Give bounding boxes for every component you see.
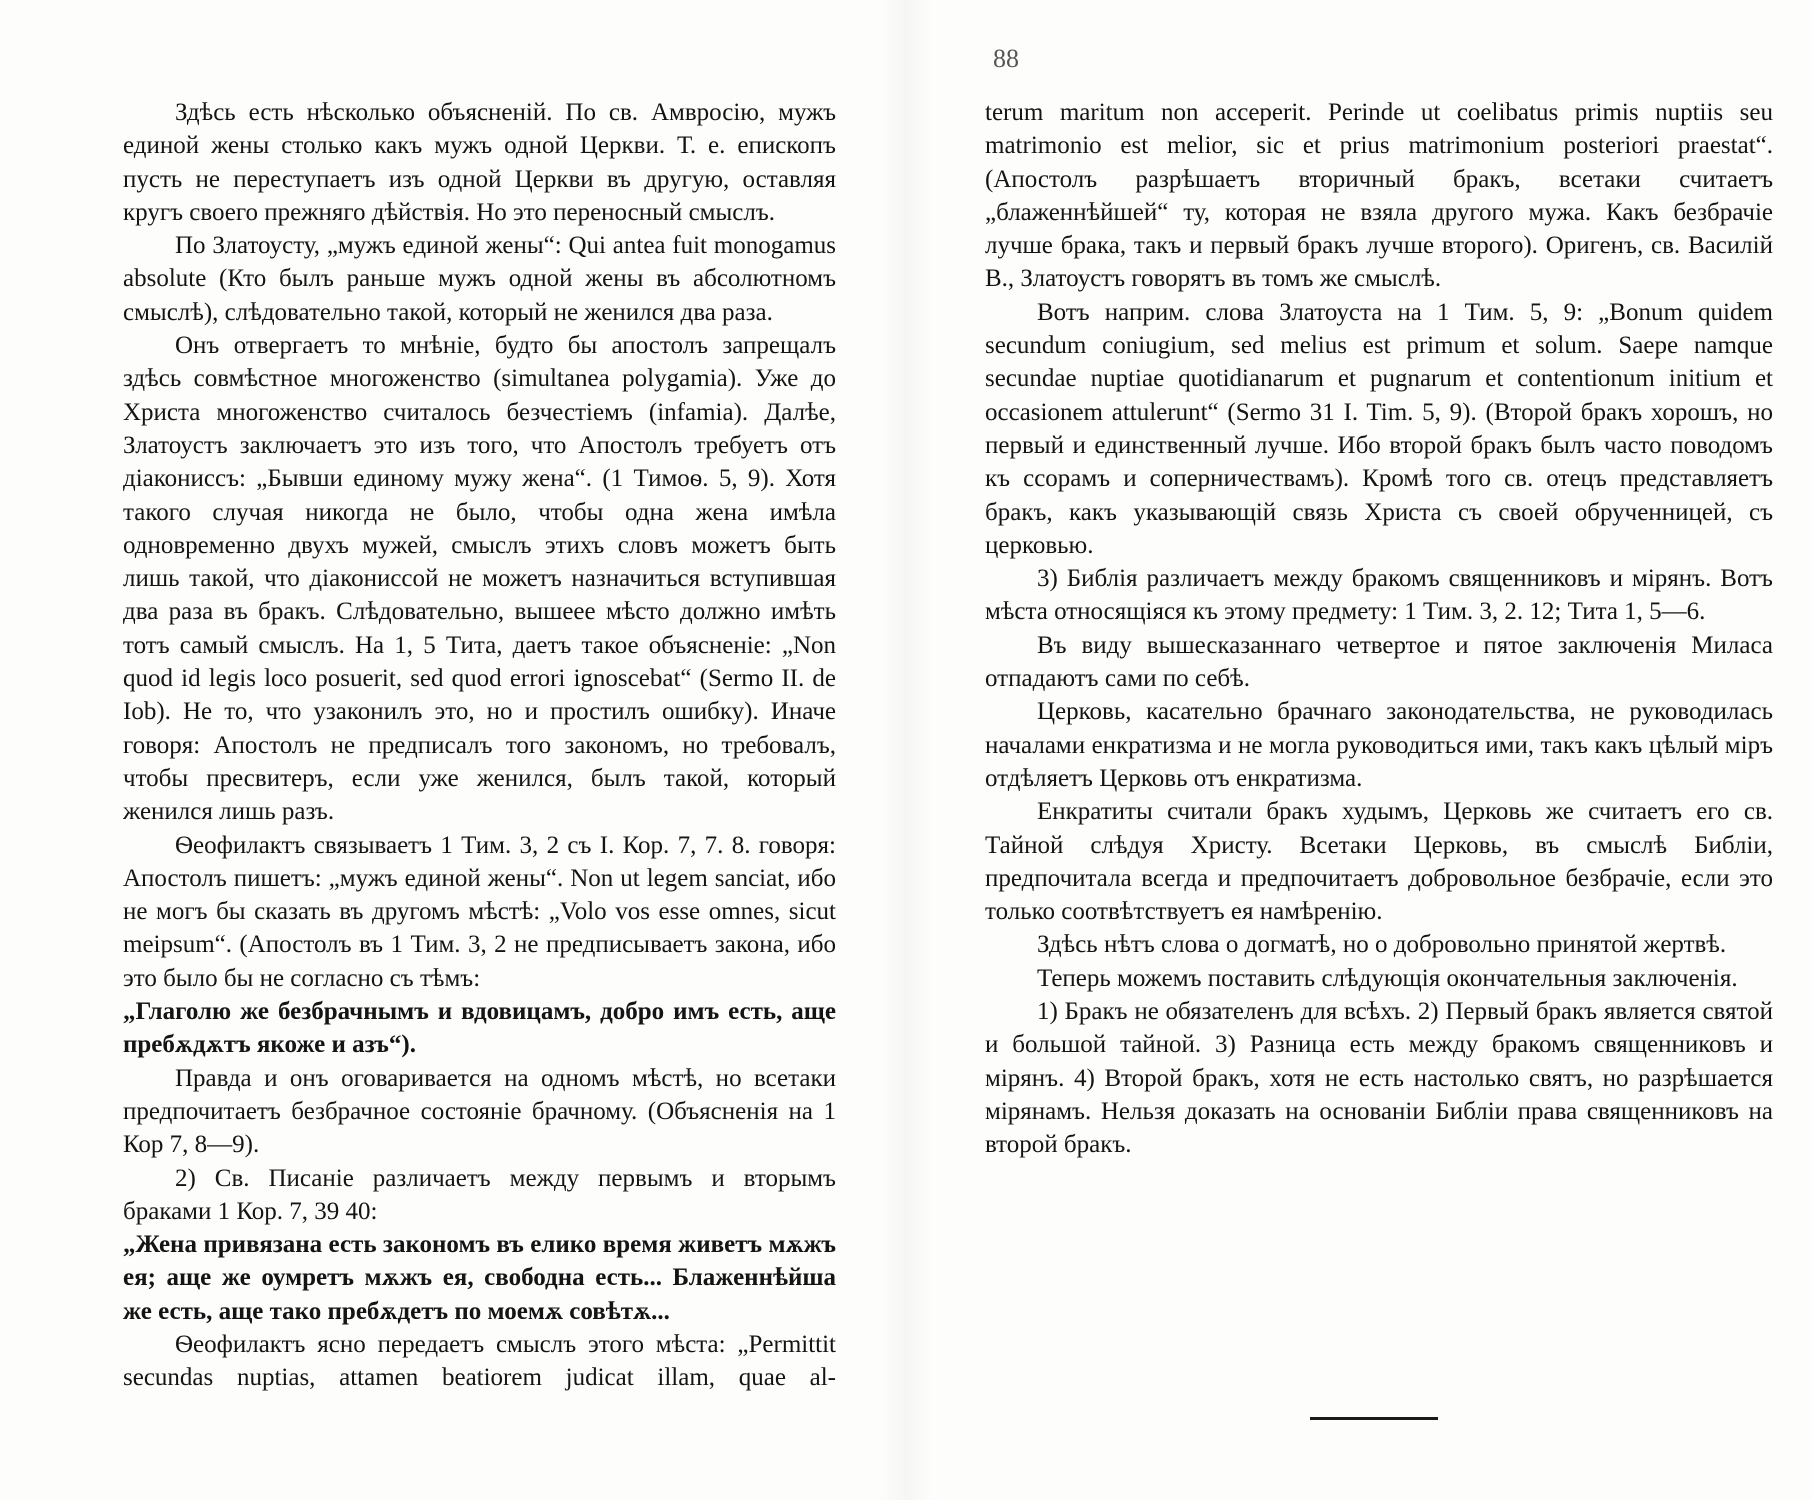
right-paragraph-9: 1) Бракъ не обязателенъ для всѣхъ. 2) Первый бракъ является святой и большой тайной. 3) Разница есть между бракомъ священниковъ и мірянъ. 4) Второй бракъ, хотя не есть настолько святъ, но разрѣшается мірянамъ. Нельзя доказать на основаніи Библіи права священниковъ на второй бракъ. bbox=[985, 998, 1773, 1159]
left-paragraph-7: Ѳеофилактъ ясно передаетъ смыслъ этого мѣста: „Permittit secundas nuptias, attamen beatiorem judicat illam, quae al- bbox=[123, 1330, 836, 1392]
left-paragraph-6: 2) Св. Писаніе различаетъ между первымъ и вторымъ браками 1 Кор. 7, 39 40: bbox=[123, 1164, 836, 1225]
right-paragraph-2: Вотъ наприм. слова Златоуста на 1 Тим. 5, 9: „Bonum quidem secundum coniugium, sed melius est primum et solum. Saepe namque secundae nuptiae quotidianarum et pugnarum et contentionum initium et occasionem attulerunt“ (Sermo 31 I. Tim. 5, 9). (Второй бракъ хорошъ, но первый и единственный лучше. Ибо второй бракъ былъ часто поводомъ къ ссорамъ и соперничествамъ). Кромѣ того св. отецъ представляетъ бракъ, какъ указывающій связь Христа съ своей обрученницей, съ церковью. bbox=[985, 298, 1773, 559]
left-church-slavonic-quote-2: „Жена привязана есть закономъ въ елико время живетъ мѫжъ ея; аще же оумретъ мѫжъ ея, свободна есть... Блаженнѣйша же есть, аще тако пребѫдетъ по моемѫ совѣтѫ... bbox=[123, 1231, 836, 1325]
left-paragraph-4: Ѳеофилактъ связываетъ 1 Тим. 3, 2 съ I. Кор. 7, 7. 8. говоря: Апостолъ пишетъ: „мужъ единой жены“. Non ut legem sanciat, ибо не могъ бы сказать въ другомъ мѣстѣ: „Volo vos esse omnes, sicut meipsum“. (Апостолъ въ 1 Тим. 3, 2 не предписываетъ закона, ибо это было бы не согласно съ тѣмъ: bbox=[123, 831, 836, 992]
right-paragraph-6: Енкратиты считали бракъ худымъ, Церковь же считаетъ его св. Тайной слѣдуя Христу. Всетаки Церковь, въ смыслѣ Библіи, предпочитала всегда и предпочитаетъ добровольное безбрачіе, если это только соотвѣтствуетъ ея намѣренію. bbox=[985, 798, 1773, 926]
right-paragraph-5: Церковь, касательно брачнаго законодательства, не руководилась началами енкратизма и не могла руководиться ими, такъ какъ цѣлый міръ отдѣляетъ Церковь отъ енкратизма. bbox=[985, 698, 1773, 792]
chapter-end-rule bbox=[1310, 1417, 1438, 1420]
left-church-slavonic-quote-1: „Глаголю же безбрачнымъ и вдовицамъ, добро имъ есть, аще пребѫдѫтъ якоже и азъ“). bbox=[123, 998, 836, 1059]
right-paragraph-4: Въ виду вышесказаннаго четвертое и пятое заключенія Миласа отпадаютъ сами по себѣ. bbox=[985, 631, 1773, 693]
left-paragraph-5: Правда и онъ оговаривается на одномъ мѣстѣ, но всетаки предпочитаетъ безбрачное состояніе брачному. (Объясненія на 1 Кор 7, 8—9). bbox=[123, 1064, 836, 1159]
right-page bbox=[985, 0, 1773, 1500]
right-paragraph-1: terum maritum non acceperit. Perinde ut coelibatus primis nuptiis seu matrimonio est melior, sic et prius matrimonium posteriori praestat“. (Апостолъ разрѣшаетъ вторичный бракъ, всетаки считаетъ „блаженнѣйшей“ ту, которая не взяла другого мужа. Какъ безбрачіе лучше брака, такъ и первый бракъ лучше второго). Оригенъ, св. Василій В., Златоустъ говорятъ въ томъ же смыслѣ. bbox=[985, 99, 1773, 293]
right-paragraph-8: Теперь можемъ поставить слѣдующія окончательныя заключенія. bbox=[1037, 964, 1738, 992]
right-paragraph-3: 3) Библія различаетъ между бракомъ священниковъ и мірянъ. Вотъ мѣста относящіяся къ этому предмету: 1 Тим. 3, 2. 12; Тита 1, 5—6. bbox=[985, 565, 1773, 626]
page-number: 88 bbox=[993, 44, 1019, 73]
left-paragraph-2: По Златоусту, „мужъ единой жены“: Qui antea fuit monogamus absolute (Кто былъ раньше мужъ одной жены въ абсолютномъ смыслѣ), слѣдовательно такой, который не женился два раза. bbox=[123, 232, 836, 326]
left-page bbox=[123, 0, 836, 1500]
book-gutter bbox=[880, 0, 932, 1500]
left-paragraph-1: Здѣсь есть нѣсколько объясненій. По св. Амвросію, мужъ единой жены столько какъ мужъ одной Церкви. Т. е. епископъ пусть не переступаетъ изъ одной Церкви въ другую, оставляя кругъ своего прежняго дѣйствія. Но это переносный смыслъ. bbox=[123, 99, 836, 226]
left-paragraph-3: Онъ отвергаетъ то мнѣніе, будто бы апостолъ запрещалъ здѣсь совмѣстное многоженство (simultanea polygamia). Уже до Христа многоженство считалось безчестіемъ (infamia). Далѣе, Златоустъ заключаетъ это изъ того, что Апостолъ требуетъ отъ діаконисcъ: „Бывши единому мужу жена“. (1 Тимоѳ. 5, 9). Хотя такого случая никогда не было, чтобы одна жена имѣла одновременно двухъ мужей, смыслъ этихъ словъ можетъ быть лишь такой, что діакониссой не можетъ назначиться вступившая два раза въ бракъ. Слѣдовательно, вышеее мѣсто должно имѣть тотъ самый смыслъ. На 1, 5 Тита, даетъ такое объясненіе: „Non quod id legis loco posuerit, sed quod errori ignoscebat“ (Sermo II. de Iob). Не то, что узаконилъ это, но и простилъ ошибку). Иначе говоря: Апостолъ не предписалъ того закономъ, но требовалъ, чтобы пресвитеръ, если уже женился, былъ такой, который женился лишь разъ. bbox=[123, 332, 836, 826]
right-paragraph-7: Здѣсь нѣтъ слова о догматѣ, но о добровольно принятой жертвѣ. bbox=[1037, 931, 1727, 959]
